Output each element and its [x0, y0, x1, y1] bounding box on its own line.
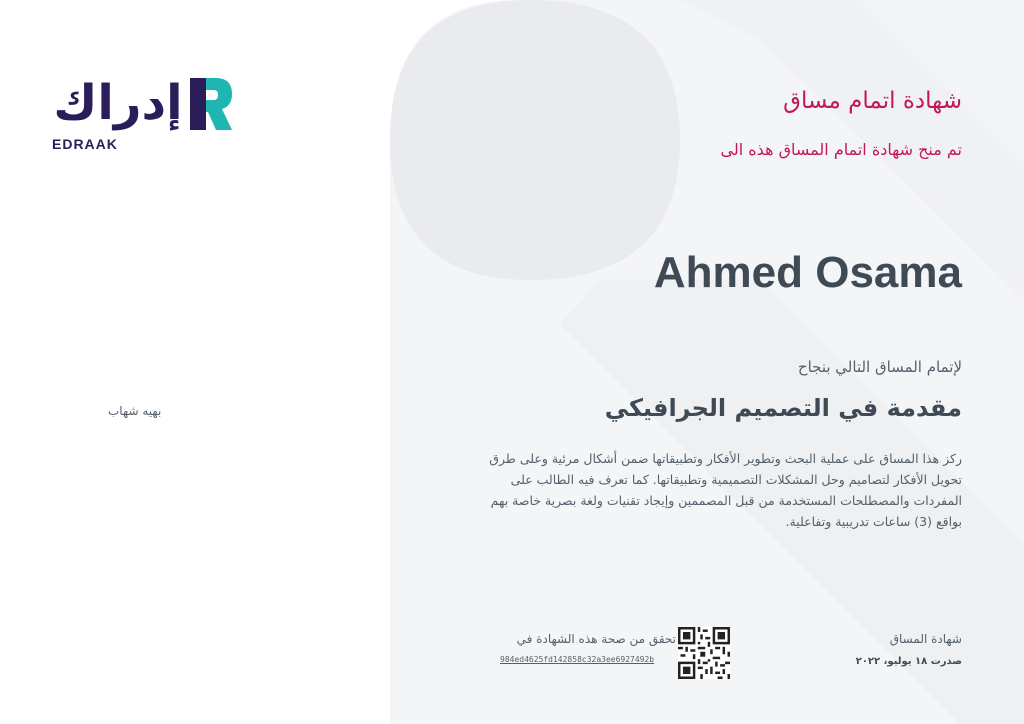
course-name: مقدمة في التصميم الجرافيكي [604, 394, 962, 422]
logo-latin-text: EDRAAK [52, 136, 118, 152]
completion-intro: لإتمام المساق التالي بنجاح [797, 358, 962, 376]
verification-code-link[interactable]: 984ed4625fd142858c32a3ee6927492b [500, 655, 655, 664]
verify-text: تحقق من صحة هذه الشهادة في [516, 632, 676, 646]
certificate-subtitle: تم منح شهادة اتمام المساق هذه الى [720, 140, 962, 159]
edraak-mark-icon [190, 78, 232, 130]
certificate-title: شهادة اتمام مساق [783, 88, 962, 114]
edraak-logo [48, 74, 238, 164]
qr-code-icon[interactable] [678, 627, 730, 679]
certificate-footer-info [856, 632, 962, 667]
certificate-type-label: شهادة المساق [889, 632, 962, 646]
signatory-name: بهيه شهاب [108, 404, 162, 418]
issued-date: صدرت ١٨ يوليو، ٢٠٢٢ [855, 656, 962, 667]
logo-arabic-text: إدراك [53, 75, 183, 131]
course-description: ركز هذا المساق على عملية البحث وتطوير الأفكار وتطبيقاتها ضمن أشكال مرئية وعلى طرق تحويل الأفكار لتصاميم وحل المشكلات التصميمية وتطبيقاتها. كما تعرف فيه الطالب على المفردات والمصطلحات المستخدمة من قبل المصممين وإيجاد تقنيات ولغة بصرية خاصة بهم بواقع (3) ساعات تدريبية وتفاعلية. [489, 451, 962, 529]
verification-block [500, 632, 676, 664]
recipient-name: Ahmed Osama [653, 248, 962, 297]
